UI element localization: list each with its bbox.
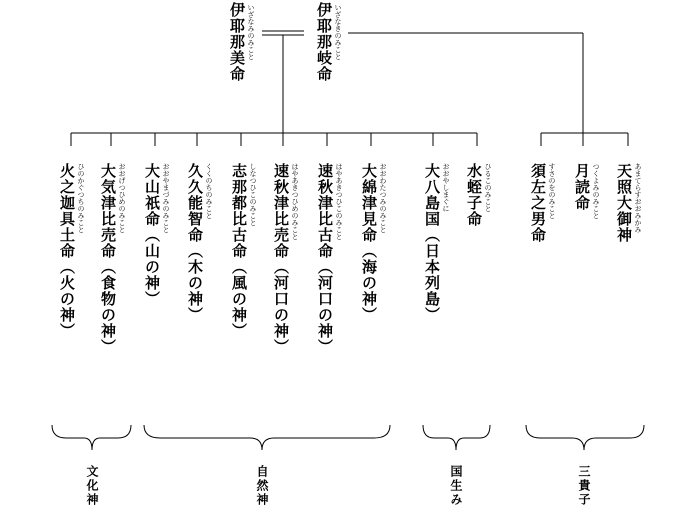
- name-oyashima: 大八島国（日本列島）: [423, 163, 441, 323]
- name-ogetsuhime: 大気津比売命（食物の神）: [99, 163, 117, 355]
- ruby-izanami: いざなみのみこと: [247, 4, 255, 60]
- name-oyamatsumi: 大山祇命（山の神）: [143, 163, 161, 307]
- brace-sankishi: [526, 425, 644, 450]
- group-label-kuniumi: 国生み: [449, 465, 463, 507]
- name-hiruko: 水蛭子命: [465, 163, 483, 227]
- name-tsukuyomi: 月読命: [573, 163, 591, 211]
- name-shinatsuhiko: 志那都比古命（風の神）: [230, 163, 248, 339]
- name-hayaakitsuhiko: 速秋津比古命（河口の神）: [316, 163, 334, 355]
- name-hinokagutsuchi: 火之迦具土命（火の神）: [58, 163, 76, 339]
- ruby-kukunochi: くくのちのみこと: [205, 163, 213, 219]
- ruby-izanagi: いざなきのみこと: [334, 4, 342, 60]
- name-izanagi: 伊耶那岐命: [315, 2, 333, 82]
- name-susanoo: 須左之男命: [529, 163, 547, 243]
- ruby-hayaakitsuhiko: はやあきつひこのみこと: [335, 163, 343, 240]
- name-amaterasu: 天照大御神: [615, 163, 633, 243]
- ruby-amaterasu: あまてらすおおみかみ: [634, 163, 642, 233]
- brace-bunka: [52, 425, 131, 450]
- ruby-hiruko: ひるこのみこと: [484, 163, 492, 212]
- ruby-oyamatsumi: おおやまづみのみこと: [162, 163, 170, 233]
- group-label-sankishi: 三貴子: [577, 465, 591, 507]
- ruby-tsukuyomi: つくよみのみこと: [592, 163, 600, 219]
- ruby-owatatsumi: おおわたつみのみこと: [379, 163, 387, 233]
- ruby-hayaakitsuhime: はやあきつひめのみこと: [291, 163, 299, 240]
- ruby-ogetsuhime: おおげつひめのみこと: [118, 163, 126, 233]
- brace-kuniumi: [423, 425, 490, 450]
- group-label-shizen: 自然神: [255, 465, 269, 507]
- ruby-shinatsuhiko: しなつひこのみこと: [249, 163, 257, 226]
- name-hayaakitsuhime: 速秋津比売命（河口の神）: [272, 163, 290, 355]
- ruby-hinokagutsuchi: ひのかぐつちのみこと: [77, 163, 85, 233]
- name-owatatsumi: 大綿津見命（海の神）: [360, 163, 378, 323]
- brace-shizen: [144, 425, 390, 450]
- ruby-susanoo: すさのをのみこと: [548, 163, 556, 219]
- name-izanami: 伊耶那美命: [228, 2, 246, 82]
- ruby-oyashima: おおやしまぐに: [442, 163, 450, 212]
- group-label-bunka: 文化神: [85, 465, 99, 507]
- name-kukunochi: 久久能智命（木の神）: [186, 163, 204, 323]
